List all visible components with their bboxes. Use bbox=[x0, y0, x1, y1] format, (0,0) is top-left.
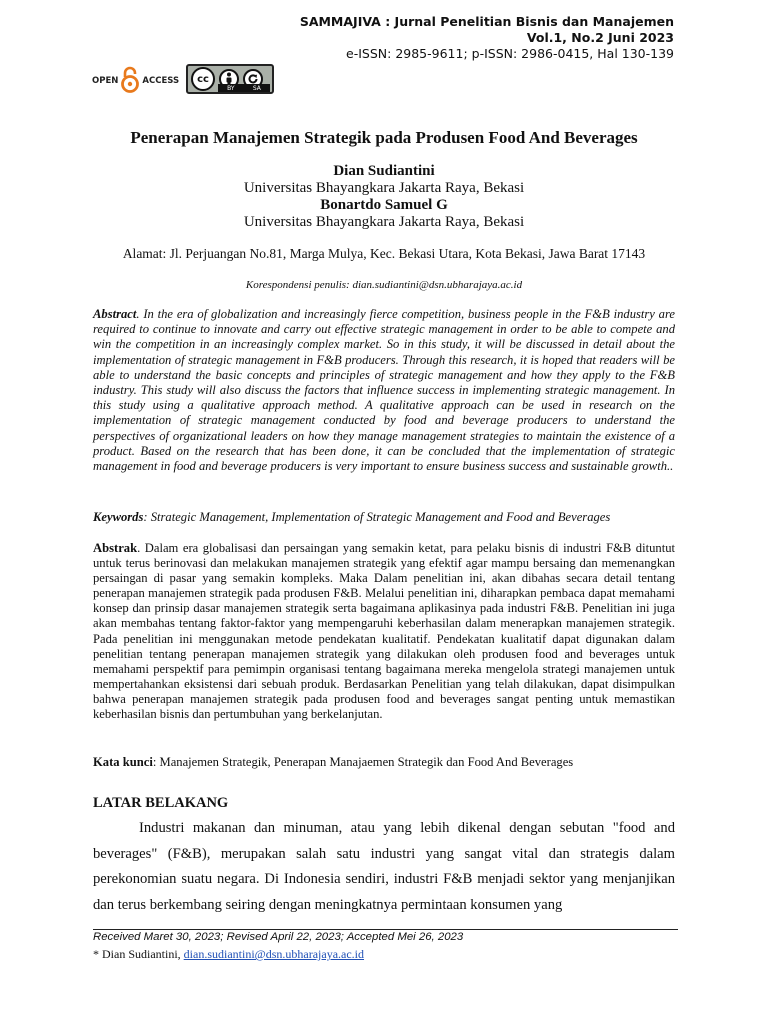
cc-terms-bar bbox=[218, 84, 270, 92]
author-affiliation: Universitas Bhayangkara Jakarta Raya, Bekasi bbox=[243, 214, 525, 230]
abstract-english bbox=[93, 307, 675, 474]
abstract-indonesian-lead: Abstrak bbox=[93, 541, 138, 555]
journal-volume: Vol.1, No.2 Juni 2023 bbox=[526, 30, 674, 45]
keywords-english-text: : Strategic Management, Implementation of Strategic Management and Food and Beverages bbox=[143, 510, 611, 524]
author-email-link[interactable]: dian.sudiantini@dsn.ubharajaya.ac.id bbox=[183, 947, 365, 961]
keywords-indonesian bbox=[93, 755, 693, 770]
abstract-english-text: . In the era of globalization and increasingly fierce competition, business people in the F&B industry are required to continue to innovate and carry out effective strategic management in order to be able to compete and win the competition in an increasingly complex market. So in this study, it will be discussed in detail about the implementation of strategic management in F&B producers. Through this research, it is hoped that readers will be able to understand the basic concepts and principles of strategic management and how they apply to the F&B industry. This study will also discuss the factors that influence success in implementing strategic management. In this study using a qualitative approach method. A qualitative approach can be used in research on the implementation of strategic management conducted by food and beverage producers to understand the perspectives of organizational leaders on how they manage management strategies to maintain the existence of a product. Based on the research that has been done, it can be concluded that the implementation of strategic management in food and beverage producers is very important to ensure business success and sustainable growth.. bbox=[93, 307, 675, 474]
footer-divider bbox=[93, 929, 678, 930]
corresponding-author-footnote bbox=[93, 947, 364, 962]
open-access-left-label: OPEN bbox=[92, 76, 119, 86]
body-paragraph: Industri makanan dan minuman, atau yang lebih dikenal dengan sebutan "food and beverages" (F&B), merupakan salah satu industri yang sangat vital dan strategis dalam perekonomian suatu negara. Di Indonesia sendiri, industri F&B menjadi sektor yang menjanjikan dan terus berkembang seiring dengan meningkatnya permintaan konsumen yang bbox=[93, 820, 675, 913]
journal-issn: e-ISSN: 2985-9611; p-ISSN: 2986-0415, Hal 130-139 bbox=[346, 46, 674, 61]
journal-name: SAMMAJIVA : Jurnal Penelitian Bisnis dan Manajemen bbox=[299, 14, 674, 29]
abstract-indonesian-text: . Dalam era globalisasi dan persaingan yang semakin ketat, para pelaku bisnis di industri F&B dituntut untuk terus berinovasi dan melakukan manajemen strategik yang efektif agar mampu bersaing dan memenangkan persaingan di pasar yang semakin kompleks. Maka Dalam penelitian ini, akan dibahas secara detail tentang penerapan manajemen strategik pada produsen F&B. Melalui penelitian ini, diharapkan pembaca dapat memahami konsep dan prinsip dasar manajemen strategik serta bagaimana aplikasinya pada industri F&B. Penelitian ini juga akan membahas tentang faktor-faktor yang mempengaruhi keberhasilan dalam menerapkan manajemen strategik. Pada penelitian ini menggunakan metode pendekatan kualitatif. Pendekatan kualitatif dapat digunakan dalam penelitian tentang penerapan manajemen strategik yang dilakukan oleh produsen food and beverages untuk memahami perspektif para pemimpin organisasi tentang bagaimana mereka mengelola strategi manajemen untuk mempertahankan eksistensi dari sebuah produk. Berdasarkan Penelitian yang telah dilakukan, dapat disimpulkan bahwa penerapan manajemen strategik pada produsen food and beverages sangat penting untuk memastikan keberhasilan bisnis dan pertumbuhan yang berkelanjutan. bbox=[93, 541, 675, 722]
cc-icon: cc bbox=[191, 67, 215, 91]
author-block bbox=[0, 163, 768, 231]
author-affiliation: Universitas Bhayangkara Jakarta Raya, Bekasi bbox=[243, 180, 525, 196]
cc-sa-label: SA bbox=[252, 84, 261, 92]
author-name: Bonartdo Samuel G bbox=[320, 197, 448, 213]
author-address: Alamat: Jl. Perjuangan No.81, Marga Mulya, Kec. Bekasi Utara, Kota Bekasi, Jawa Barat 17143 bbox=[122, 246, 646, 261]
cc-by-label: BY bbox=[227, 84, 235, 92]
keywords-indonesian-text: : Manajemen Strategik, Penerapan Manajaemen Strategik dan Food And Beverages bbox=[152, 755, 574, 769]
abstract-indonesian bbox=[93, 541, 675, 722]
received-dates: Received Maret 30, 2023; Revised April 22, 2023; Accepted Mei 26, 2023 bbox=[93, 931, 464, 943]
open-access-right-label: ACCESS bbox=[142, 76, 180, 86]
section-heading: LATAR BELAKANG bbox=[93, 795, 229, 811]
abstract-english-lead: Abstract bbox=[93, 307, 137, 321]
author-name: Dian Sudiantini bbox=[333, 163, 435, 179]
footnote-prefix: * Dian Sudiantini, bbox=[93, 947, 184, 961]
keywords-indonesian-lead: Kata kunci bbox=[93, 755, 153, 769]
cc-by-sa-license-logo bbox=[186, 64, 274, 94]
paper-title: Penerapan Manajemen Strategik pada Produsen Food And Beverages bbox=[130, 128, 638, 147]
keywords-english-lead: Keywords bbox=[93, 510, 144, 524]
open-access-lock-icon bbox=[120, 65, 140, 98]
journal-header bbox=[300, 14, 674, 62]
keywords-english bbox=[93, 510, 693, 525]
correspondence-line: Korespondensi penulis: dian.sudiantini@dsn.ubharajaya.ac.id bbox=[245, 279, 523, 291]
open-access-logo bbox=[92, 65, 179, 97]
